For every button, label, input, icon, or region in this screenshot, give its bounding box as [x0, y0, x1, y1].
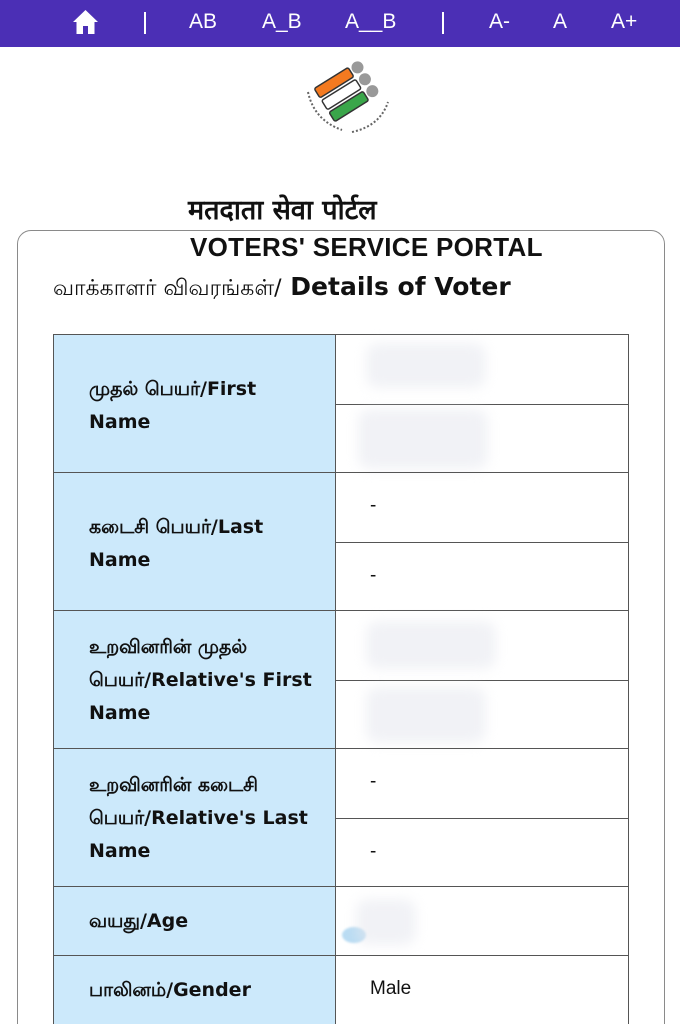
text-spacing-a--b-button[interactable]: A__B	[345, 10, 397, 33]
table-row-relative-last-name	[53, 748, 629, 886]
value-cell	[336, 335, 629, 404]
value-cell	[336, 542, 629, 611]
table-row-relative-first-name	[53, 610, 629, 748]
label-cell	[53, 611, 336, 748]
toolbar-separator	[442, 12, 444, 34]
relative-last-name-value-regional: -	[370, 841, 377, 862]
value-cell	[336, 680, 629, 749]
redacted-value	[366, 687, 486, 743]
text-spacing-a-b-button[interactable]: A_B	[262, 10, 302, 33]
label-cell	[53, 887, 336, 955]
toolbar-separator	[144, 12, 146, 34]
last-name-value-regional: -	[370, 565, 377, 586]
table-row-first-name	[53, 334, 629, 472]
voter-details-heading	[53, 272, 511, 304]
value-cell	[336, 887, 629, 956]
first-name-label: முதல் பெயர்/First Name	[89, 378, 257, 433]
font-increase-button[interactable]: A+	[611, 10, 638, 33]
gender-label: பாலினம்/Gender	[89, 979, 251, 1001]
relative-last-name-value: -	[370, 771, 377, 792]
table-row-last-name	[53, 472, 629, 610]
value-cell	[336, 749, 629, 818]
table-row-age	[53, 886, 629, 955]
label-cell	[53, 335, 336, 472]
redacted-value	[356, 899, 416, 945]
value-cell	[336, 956, 629, 1024]
label-cell	[53, 956, 336, 1024]
voter-details-heading-tamil: வாக்காளர் விவரங்கள்/	[53, 276, 282, 301]
portal-title: VOTERS' SERVICE PORTAL	[190, 232, 543, 262]
home-icon[interactable]	[72, 9, 99, 35]
value-cell	[336, 404, 629, 473]
redacted-value	[366, 343, 486, 388]
portal-title-hindi: मतदाता सेवा पोर्टल	[188, 195, 377, 226]
election-commission-logo	[300, 52, 395, 137]
label-cell	[53, 749, 336, 886]
gender-value: Male	[370, 978, 412, 999]
last-name-label: கடைசி பெயர்/Last Name	[89, 516, 264, 571]
value-cell	[336, 473, 629, 542]
relative-first-name-label: உறவினரின் முதல் பெயர்/Relative's First Name	[89, 636, 312, 724]
last-name-value: -	[370, 495, 377, 516]
redacted-value	[366, 621, 496, 669]
font-decrease-button[interactable]: A-	[489, 10, 510, 33]
redacted-value	[358, 409, 488, 469]
value-cell	[336, 611, 629, 680]
label-cell	[53, 473, 336, 610]
relative-last-name-label: உறவினரின் கடைசி பெயர்/Relative's Last Name	[89, 774, 308, 862]
text-spacing-ab-button[interactable]: AB	[189, 10, 218, 33]
voter-details-heading-english: Details of Voter	[281, 272, 511, 301]
top-toolbar	[0, 0, 680, 47]
age-label: வயது/Age	[89, 910, 189, 932]
font-normal-button[interactable]: A	[553, 10, 568, 33]
table-row-gender	[53, 955, 629, 1024]
value-cell	[336, 818, 629, 887]
